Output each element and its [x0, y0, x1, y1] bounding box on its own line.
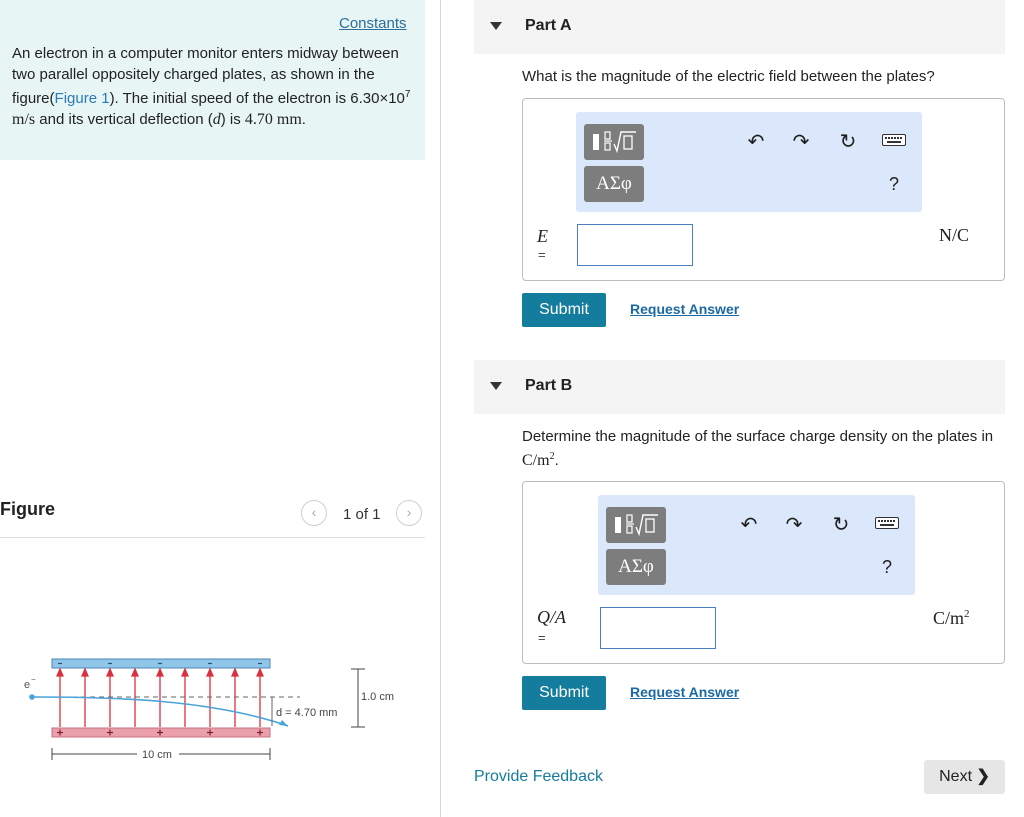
request-answer-link[interactable]: Request Answer — [630, 684, 740, 700]
figure-next-button[interactable] — [396, 500, 422, 526]
deflection-value: 4.70 mm — [244, 110, 302, 128]
help-icon[interactable]: ? — [882, 557, 893, 577]
problem-text-part: ). The initial speed of the electron is 6.30×10 — [109, 90, 405, 107]
greek-letters-button[interactable]: ΑΣφ — [606, 549, 666, 585]
electron-label: e — [24, 679, 31, 691]
fraction-sqrt-icon — [584, 124, 644, 160]
keyboard-icon[interactable] — [873, 511, 901, 539]
problem-statement-panel — [0, 0, 425, 160]
equals-sign: = — [538, 247, 546, 262]
problem-text-part: and its vertical deflection ( — [35, 110, 213, 128]
constants-link[interactable]: Constants — [339, 15, 407, 32]
reset-icon[interactable]: ↻ — [832, 514, 850, 536]
part-b-title: Part B — [525, 377, 573, 394]
question-unit-exponent: 2 — [549, 451, 555, 462]
problem-text-part: An electron in a computer monitor enters midway between two parallel oppositely charged plates, as shown in the figure( — [12, 45, 399, 107]
part-b-answer-box — [522, 481, 1005, 664]
undo-icon[interactable]: ↶ — [740, 514, 758, 536]
question-unit: C/m — [522, 452, 550, 469]
next-button[interactable] — [924, 760, 1005, 794]
figure-prev-button[interactable] — [301, 500, 327, 526]
fraction-sqrt-button[interactable] — [584, 124, 644, 160]
keyboard-icon[interactable] — [880, 128, 908, 156]
unit-label: N/C — [939, 225, 970, 245]
greek-letters-button[interactable]: ΑΣφ — [584, 166, 644, 202]
equals-sign: = — [538, 630, 546, 645]
provide-feedback-link[interactable]: Provide Feedback — [474, 768, 603, 785]
request-answer-link[interactable]: Request Answer — [630, 301, 740, 317]
reset-icon[interactable]: ↻ — [839, 131, 857, 153]
figure-counter: 1 of 1 — [343, 506, 381, 523]
part-a-header[interactable] — [474, 0, 1005, 54]
undo-icon[interactable]: ↶ — [747, 131, 765, 153]
chevron-right-icon: ❯ — [976, 768, 990, 785]
variable-label: Q/A — [537, 607, 566, 627]
chevron-left-icon: ‹ — [311, 504, 317, 520]
redo-icon[interactable]: ↷ — [792, 131, 810, 153]
deflection-label: d = 4.70 mm — [276, 707, 338, 719]
problem-text — [12, 44, 417, 130]
figure-link[interactable]: Figure 1 — [54, 90, 110, 107]
problem-text-part: ) is — [220, 110, 245, 128]
unit-exponent: 2 — [964, 608, 970, 620]
figure-heading: Figure — [0, 499, 56, 519]
speed-exponent: 7 — [404, 89, 411, 100]
electron-charge-sign: − — [31, 675, 36, 684]
electron-deflection-figure — [20, 650, 400, 770]
collapse-triangle-icon[interactable] — [490, 22, 502, 30]
collapse-triangle-icon[interactable] — [490, 382, 502, 390]
trajectory-arrowhead — [279, 720, 288, 726]
math-toolbar — [598, 495, 915, 595]
part-a-title: Part A — [525, 17, 572, 34]
redo-icon[interactable]: ↷ — [785, 514, 803, 536]
figure-divider — [0, 537, 425, 538]
chevron-right-icon: › — [406, 504, 412, 520]
help-icon[interactable]: ? — [889, 174, 900, 194]
speed-unit: m/s — [12, 110, 36, 128]
fraction-sqrt-icon — [606, 507, 666, 543]
fraction-sqrt-button[interactable] — [606, 507, 666, 543]
unit-text: C/m — [933, 608, 965, 628]
electron-trajectory — [34, 697, 288, 726]
gap-label: 1.0 cm — [361, 691, 395, 703]
variable-label: E — [537, 226, 548, 246]
submit-button[interactable]: Submit — [522, 293, 606, 327]
unit-label — [933, 608, 970, 629]
part-b-header[interactable] — [474, 360, 1005, 414]
problem-text-part: . — [301, 110, 306, 128]
column-divider — [440, 0, 441, 817]
answer-input[interactable] — [600, 607, 716, 649]
submit-button[interactable]: Submit — [522, 676, 606, 710]
next-label: Next — [939, 768, 973, 785]
part-b-question — [522, 427, 1002, 471]
answer-input[interactable] — [577, 224, 693, 266]
electron-dot — [29, 694, 35, 700]
question-text: . — [554, 452, 559, 469]
length-label: 10 cm — [142, 749, 172, 761]
d-symbol: d — [212, 110, 221, 128]
math-toolbar — [576, 112, 922, 212]
part-a-question: What is the magnitude of the electric field between the plates? — [522, 68, 935, 85]
part-a-answer-box — [522, 98, 1005, 281]
question-text: Determine the magnitude of the surface charge density on the plates in — [522, 428, 994, 445]
